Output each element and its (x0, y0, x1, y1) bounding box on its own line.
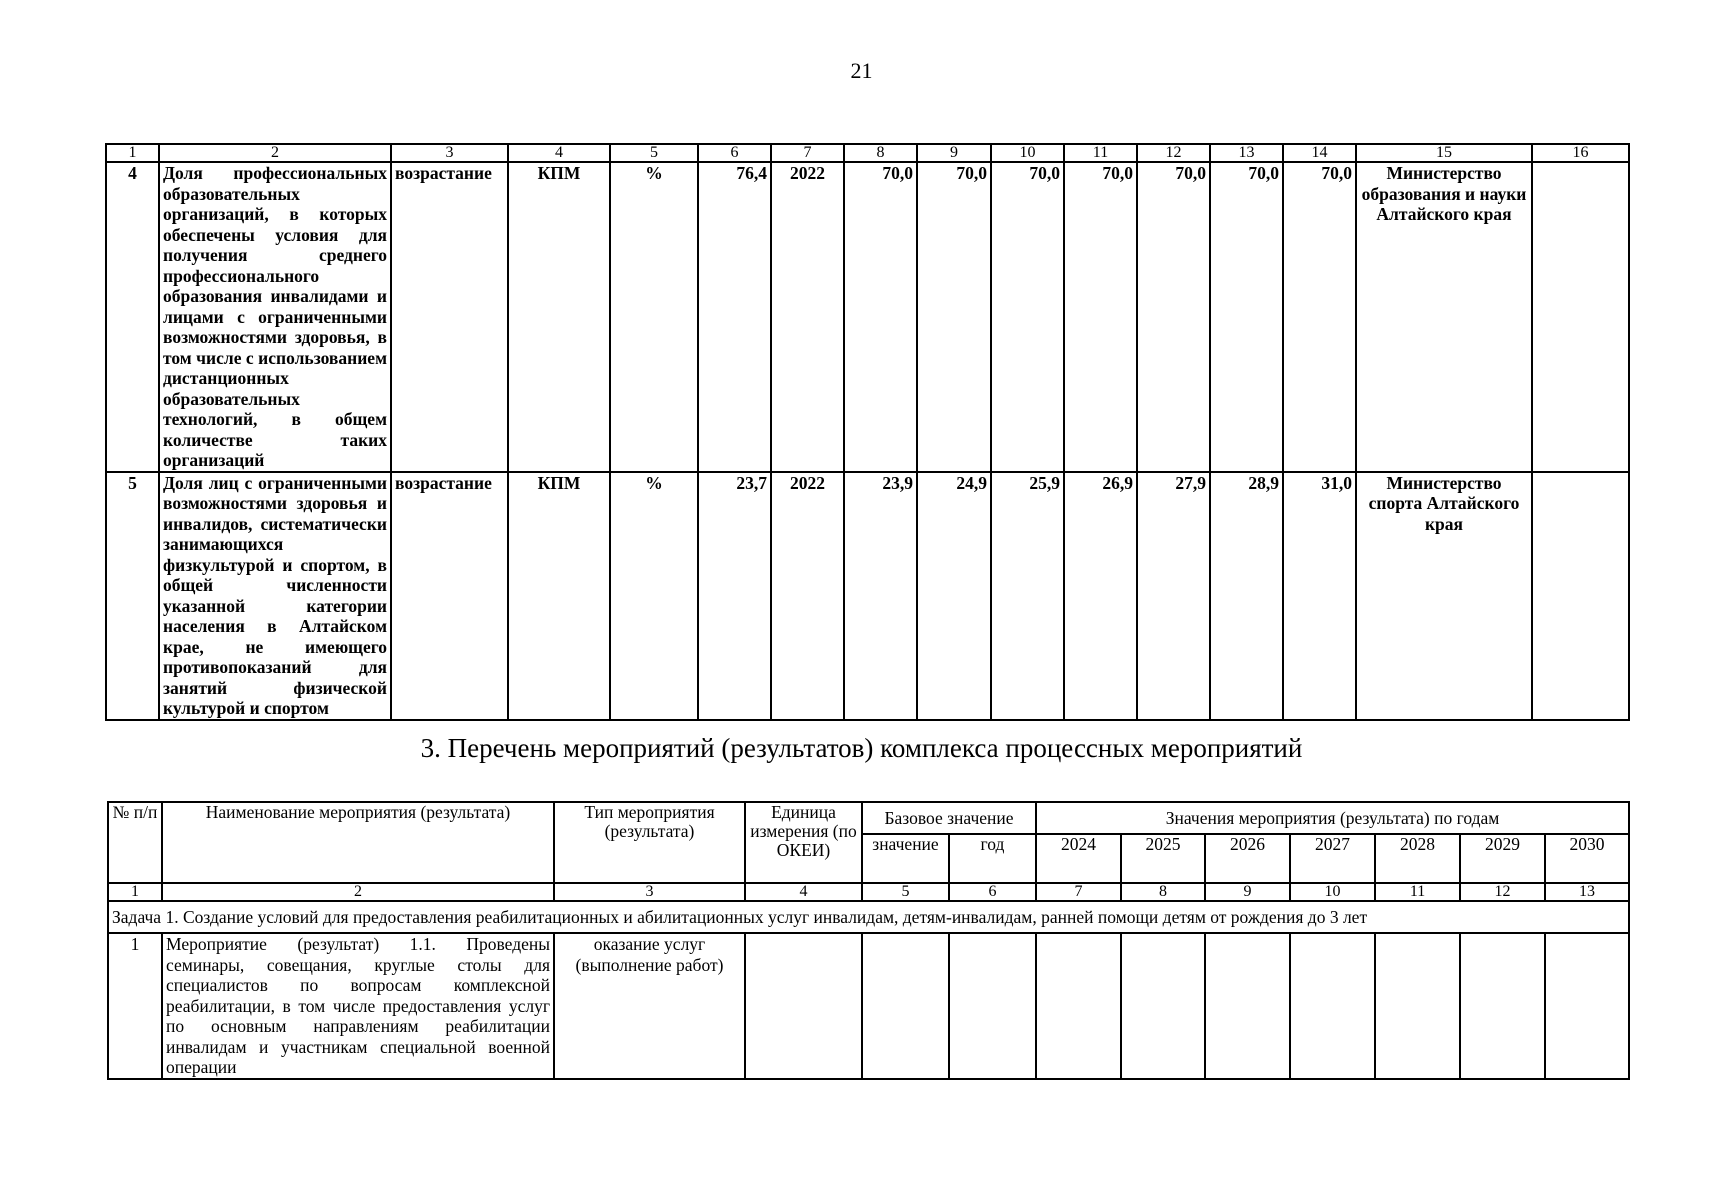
value-2025: 70,0 (917, 162, 991, 472)
responsible-body: Министерство спорта Алтайского края (1356, 472, 1532, 720)
col-num: 9 (1205, 883, 1290, 901)
value-2027: 26,9 (1064, 472, 1137, 720)
value-2028: 70,0 (1137, 162, 1210, 472)
page-number: 21 (850, 58, 873, 83)
value-2027: 70,0 (1064, 162, 1137, 472)
value-2027 (1290, 933, 1375, 1079)
col-num: 2 (162, 883, 554, 901)
col-num: 1 (106, 144, 159, 162)
col-num: 6 (698, 144, 771, 162)
col-num: 13 (1545, 883, 1629, 901)
value-2024: 70,0 (844, 162, 917, 472)
header-year: 2028 (1375, 834, 1460, 883)
col-num: 13 (1210, 144, 1283, 162)
extra-cell (1532, 472, 1629, 720)
base-year: 2022 (771, 472, 844, 720)
indicator-unit: % (610, 472, 698, 720)
indicators-table (105, 143, 1630, 721)
header-years-group: Значения мероприятия (результата) по годам (1036, 802, 1629, 834)
col-num: 7 (771, 144, 844, 162)
col-num: 12 (1137, 144, 1210, 162)
table-row (108, 933, 1629, 1079)
value-2029 (1460, 933, 1545, 1079)
task-row (108, 901, 1629, 933)
header-year: 2027 (1290, 834, 1375, 883)
col-num: 11 (1064, 144, 1137, 162)
value-2024: 23,9 (844, 472, 917, 720)
indicator-name: Доля лиц с ограниченными возможностями здоровья и инвалидов, систематически занимающихся физкультурой и спортом, в общей численности указанной категории населения в Алтайском крае, не имеющего противопоказаний для занятий физической культурой и спортом (159, 472, 391, 720)
col-num: 5 (862, 883, 949, 901)
base-value: 23,7 (698, 472, 771, 720)
value-2028: 27,9 (1137, 472, 1210, 720)
indicator-trend: возрастание (391, 472, 508, 720)
value-2026: 70,0 (991, 162, 1064, 472)
value-2028 (1375, 933, 1460, 1079)
header-year: 2026 (1205, 834, 1290, 883)
header-year: 2024 (1036, 834, 1121, 883)
value-2029: 28,9 (1210, 472, 1283, 720)
col-num: 5 (610, 144, 698, 162)
col-num: 3 (554, 883, 745, 901)
responsible-body: Министерство образования и науки Алтайского края (1356, 162, 1532, 472)
col-num: 16 (1532, 144, 1629, 162)
header-base-value: значение (862, 834, 949, 883)
indicator-trend: возрастание (391, 162, 508, 472)
task-title: Задача 1. Создание условий для предоставления реабилитационных и абилитационных услуг инвалидам, детям-инвалидам, ранней помощи детям от рождения до 3 лет (108, 901, 1629, 933)
col-num: 9 (917, 144, 991, 162)
col-num: 4 (745, 883, 862, 901)
extra-cell (1532, 162, 1629, 472)
value-2025 (1121, 933, 1205, 1079)
measures-table (107, 801, 1630, 1080)
value-2029: 70,0 (1210, 162, 1283, 472)
column-number-row (106, 144, 1629, 162)
value-2030: 70,0 (1283, 162, 1356, 472)
base-value (862, 933, 949, 1079)
value-2030: 31,0 (1283, 472, 1356, 720)
measure-unit (745, 933, 862, 1079)
col-num: 8 (1121, 883, 1205, 901)
header-base-year: год (949, 834, 1036, 883)
header-year: 2025 (1121, 834, 1205, 883)
header-year: 2029 (1460, 834, 1545, 883)
header-row (108, 802, 1629, 834)
col-num: 8 (844, 144, 917, 162)
value-2024 (1036, 933, 1121, 1079)
table-row (106, 472, 1629, 720)
col-num: 1 (108, 883, 162, 901)
table-row (106, 162, 1629, 472)
indicator-level: КПМ (508, 472, 610, 720)
col-num: 2 (159, 144, 391, 162)
header-year: 2030 (1545, 834, 1629, 883)
col-num: 3 (391, 144, 508, 162)
indicator-unit: % (610, 162, 698, 472)
col-num: 14 (1283, 144, 1356, 162)
row-number: 5 (106, 472, 159, 720)
col-num: 10 (991, 144, 1064, 162)
header-unit: Единица измерения (по ОКЕИ) (745, 802, 862, 883)
value-2025: 24,9 (917, 472, 991, 720)
base-year: 2022 (771, 162, 844, 472)
col-num: 15 (1356, 144, 1532, 162)
section-title: 3. Перечень мероприятий (результатов) комплекса процессных мероприятий (420, 733, 1303, 763)
base-year (949, 933, 1036, 1079)
col-num: 12 (1460, 883, 1545, 901)
value-2026 (1205, 933, 1290, 1079)
col-num: 4 (508, 144, 610, 162)
indicator-level: КПМ (508, 162, 610, 472)
row-number: 1 (108, 933, 162, 1079)
col-num: 11 (1375, 883, 1460, 901)
row-number: 4 (106, 162, 159, 472)
header-name: Наименование мероприятия (результата) (162, 802, 554, 883)
value-2030 (1545, 933, 1629, 1079)
col-num: 7 (1036, 883, 1121, 901)
header-base: Базовое значение (862, 802, 1036, 834)
base-value: 76,4 (698, 162, 771, 472)
col-num: 10 (1290, 883, 1375, 901)
header-num: № п/п (108, 802, 162, 883)
header-type: Тип мероприятия (результата) (554, 802, 745, 883)
column-number-row (108, 883, 1629, 901)
measure-name: Мероприятие (результат) 1.1. Проведены семинары, совещания, круглые столы для специалистов по вопросам комплексной реабилитации, в том числе предоставления услуг по основным направлениям реабилитации инвалидам и участникам специальной военной операции (162, 933, 554, 1079)
col-num: 6 (949, 883, 1036, 901)
indicator-name: Доля профессиональных образовательных организаций, в которых обеспечены условия для получения среднего профессионального образования инвалидами и лицами с ограниченными возможностями здоровья, в том числе с использованием дистанционных образовательных технологий, в общем количестве таких организаций (159, 162, 391, 472)
measure-type: оказание услуг (выполнение работ) (554, 933, 745, 1079)
value-2026: 25,9 (991, 472, 1064, 720)
